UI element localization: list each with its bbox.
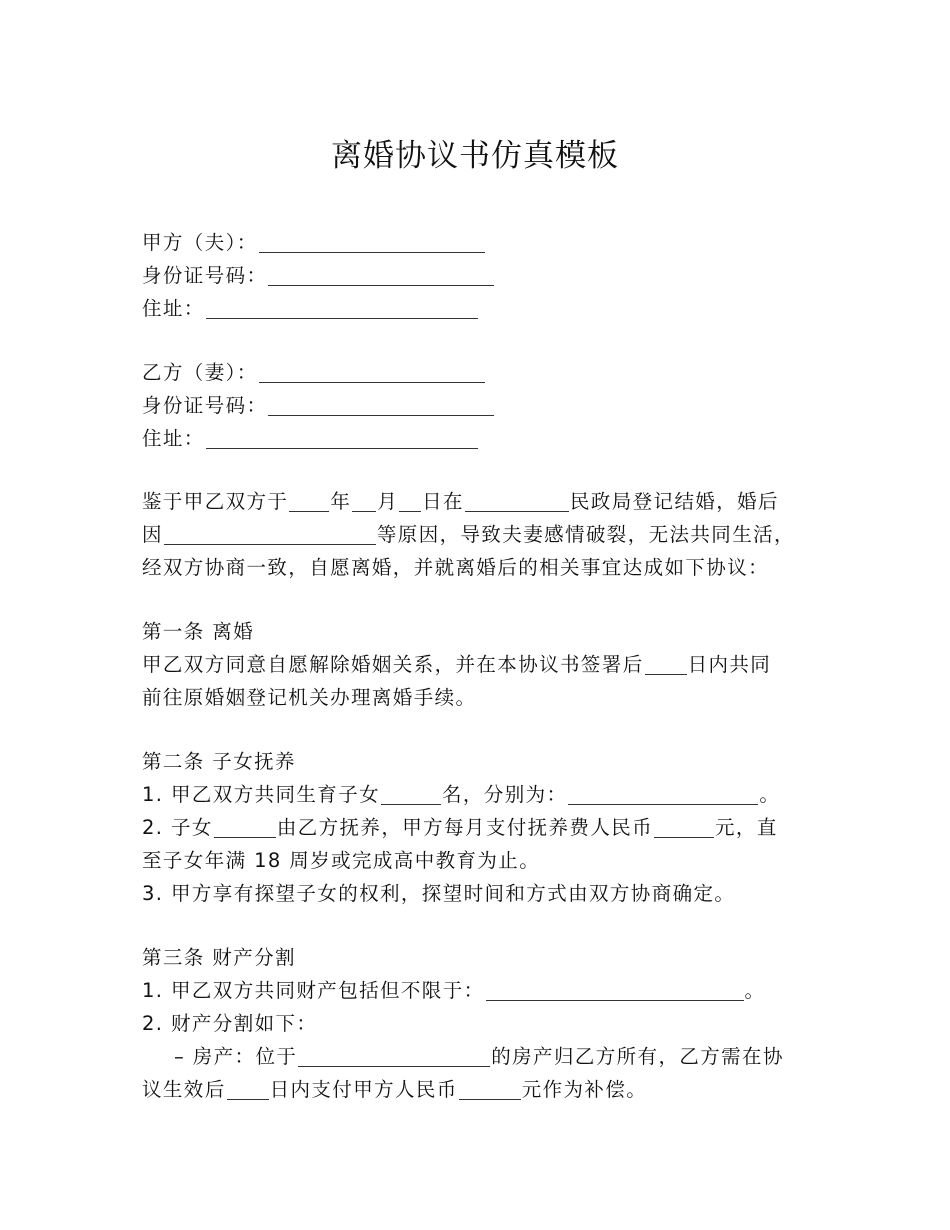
party-a-id-row xyxy=(142,261,495,291)
house-line-2 xyxy=(142,1075,647,1105)
article-2-item-2 xyxy=(142,813,778,843)
party-a-name-label: 甲方（夫）： xyxy=(142,231,258,254)
article-3-item-2: 2. 财产分割如下： xyxy=(142,1012,318,1035)
article-3-item-1 xyxy=(142,976,765,1006)
party-b-id-row xyxy=(142,391,495,421)
year-label: 年 xyxy=(330,490,352,513)
article-2-item-2-cont: 至子女年满 18 周岁或完成高中教育为止。 xyxy=(142,849,541,872)
party-a-address-label: 住址： xyxy=(142,297,205,320)
payment-text: 日内支付甲方人民币 xyxy=(269,1078,458,1101)
compensation-text: 元作为补偿。 xyxy=(521,1078,648,1101)
article-2-item-1 xyxy=(142,780,780,810)
party-a-address-blank[interactable] xyxy=(206,298,478,319)
marriage-day-blank[interactable] xyxy=(399,491,421,512)
support-unit-text: 元，直 xyxy=(715,816,778,839)
effective-text: 议生效后 xyxy=(142,1078,226,1101)
children-count-text: 1. 甲乙双方共同生育子女 xyxy=(142,783,381,806)
marriage-month-blank[interactable] xyxy=(352,491,376,512)
child-blank[interactable] xyxy=(214,817,276,838)
support-amount-blank[interactable] xyxy=(654,817,714,838)
party-a-id-label: 身份证号码： xyxy=(142,264,268,287)
reason-text: 等原因，导致夫妻感情破裂，无法共同生活， xyxy=(376,523,795,546)
bureau-text: 民政局登记结婚，婚后 xyxy=(569,490,779,513)
period: 。 xyxy=(759,783,781,806)
day-label: 日在 xyxy=(422,490,464,513)
party-b-address-row xyxy=(142,424,479,454)
payment-days-blank[interactable] xyxy=(227,1079,269,1100)
divorce-days-blank[interactable] xyxy=(645,654,687,675)
preamble-line-3: 经双方协商一致，自愿离婚，并就离婚后的相关事宜达成如下协议： xyxy=(142,556,770,579)
house-text: – 房产：位于 xyxy=(174,1045,298,1068)
party-b-id-label: 身份证号码： xyxy=(142,394,268,417)
house-location-blank[interactable] xyxy=(298,1046,490,1067)
party-b-address-blank[interactable] xyxy=(206,428,478,449)
article-2-item-3: 3. 甲方享有探望子女的权利，探望时间和方式由双方协商确定。 xyxy=(142,882,736,905)
preamble-text: 鉴于甲乙双方于 xyxy=(142,490,289,513)
party-b-address-label: 住址： xyxy=(142,427,205,450)
party-a-id-blank[interactable] xyxy=(268,265,494,286)
party-a-address-row xyxy=(142,294,479,324)
party-b-name-blank[interactable] xyxy=(259,362,485,383)
article-1-line-1 xyxy=(142,650,771,680)
house-line-1 xyxy=(174,1042,784,1072)
children-count-blank[interactable] xyxy=(381,784,441,805)
article-1-line-2: 前往原婚姻登记机关办理离婚手续。 xyxy=(142,686,477,709)
property-text: 1. 甲乙双方共同财产包括但不限于： xyxy=(142,979,485,1002)
party-b-name-label: 乙方（妻）： xyxy=(142,361,258,384)
children-names-blank[interactable] xyxy=(568,784,758,805)
children-names-text: 名，分别为： xyxy=(442,783,568,806)
property-blank[interactable] xyxy=(486,980,744,1001)
article-2-heading: 第二条 子女抚养 xyxy=(142,750,296,773)
reason-blank[interactable] xyxy=(164,524,376,545)
child-text: 2. 子女 xyxy=(142,816,213,839)
article-1-text: 甲乙双方同意自愿解除婚姻关系，并在本协议书签署后 xyxy=(142,653,644,676)
document-title: 离婚协议书仿真模板 xyxy=(331,138,619,174)
payment-amount-blank[interactable] xyxy=(459,1079,521,1100)
article-1-text-end: 日内共同 xyxy=(687,653,772,676)
party-a-name-row xyxy=(142,228,486,258)
preamble-line-1 xyxy=(142,487,779,517)
marriage-year-blank[interactable] xyxy=(289,491,329,512)
preamble-line-2 xyxy=(142,520,795,550)
cause-text: 因 xyxy=(142,523,163,546)
period: 。 xyxy=(744,979,766,1002)
bureau-blank[interactable] xyxy=(465,491,569,512)
house-owner-text: 的房产归乙方所有，乙方需在协 xyxy=(491,1045,784,1068)
article-3-heading: 第三条 财产分割 xyxy=(142,946,296,969)
party-b-id-blank[interactable] xyxy=(268,395,494,416)
month-label: 月 xyxy=(377,490,399,513)
article-1-heading: 第一条 离婚 xyxy=(142,620,255,643)
support-text: 由乙方抚养，甲方每月支付抚养费人民币 xyxy=(276,816,654,839)
party-b-name-row xyxy=(142,358,486,388)
party-a-name-blank[interactable] xyxy=(259,232,485,253)
